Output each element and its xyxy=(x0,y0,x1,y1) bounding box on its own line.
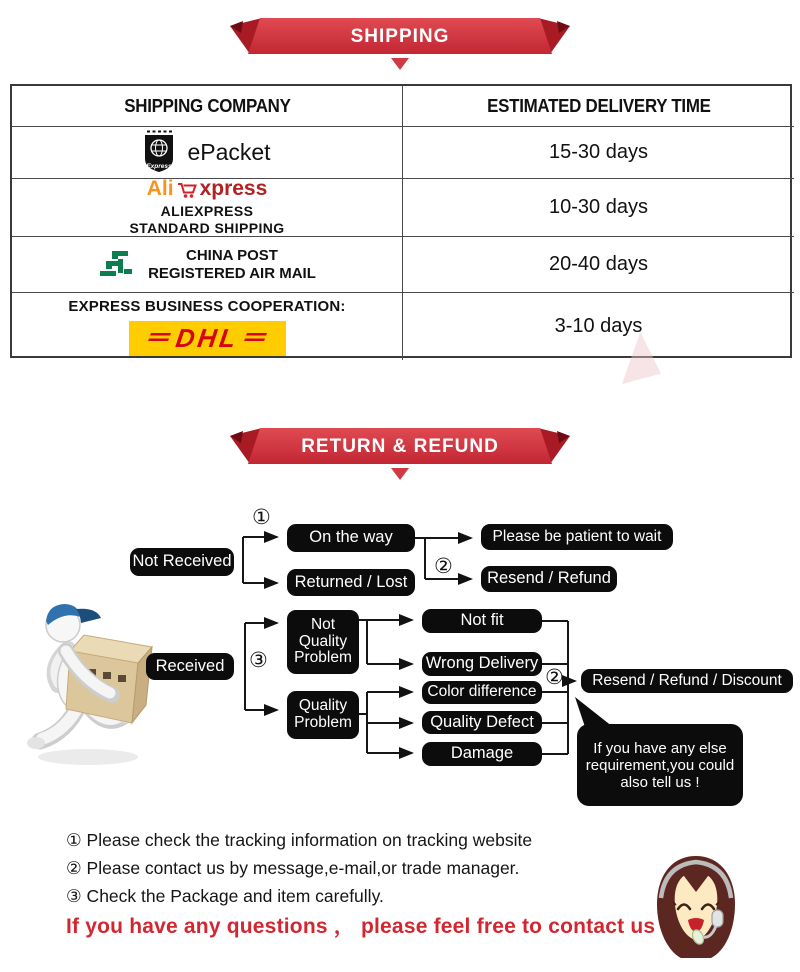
flow-box-returned-lost: Returned / Lost xyxy=(287,569,415,596)
china-post-line2: REGISTERED AIR MAIL xyxy=(148,264,316,282)
flow-box-quality-defect: Quality Defect xyxy=(422,711,542,734)
return-refund-banner-title: RETURN & REFUND xyxy=(301,436,499,457)
epacket-delivery-time: 15-30 days xyxy=(403,127,794,179)
customer-service-agent-image xyxy=(650,852,742,964)
express-cooperation-label: EXPRESS BUSINESS COOPERATION: xyxy=(68,297,346,315)
svg-text:Express: Express xyxy=(146,163,173,170)
aliexpress-shipping-line1: ALIEXPRESS xyxy=(160,203,254,219)
flow-box-received: Received xyxy=(146,653,234,680)
step-mark-2: ② xyxy=(434,555,453,578)
table-header-company: SHIPPING COMPANY xyxy=(12,86,403,127)
flow-box-not-quality-problem: Not Quality Problem xyxy=(287,610,359,674)
aliexpress-logo-prefix: Ali xyxy=(146,177,174,200)
table-header-delivery-time: ESTIMATED DELIVERY TIME xyxy=(403,86,794,127)
step-mark-3: ③ xyxy=(249,649,268,672)
china-post-line1: CHINA POST xyxy=(186,246,278,264)
flow-box-wrong-delivery: Wrong Delivery xyxy=(422,652,542,676)
footnote-1: ① Please check the tracking information on tracking website xyxy=(66,830,533,850)
aliexpress-shipping-line2: STANDARD SHIPPING xyxy=(129,220,285,236)
aliexpress-logo-suffix: xpress xyxy=(199,177,268,200)
step-mark-1: ① xyxy=(252,506,271,529)
footnotes xyxy=(66,826,532,910)
flow-box-not-received: Not Received xyxy=(130,548,234,576)
footnote-2: ② Please contact us by message,e-mail,or trade manager. xyxy=(66,858,520,878)
step-mark-2b: ② xyxy=(545,666,564,689)
flow-box-not-fit: Not fit xyxy=(422,609,542,633)
speech-bubble: If you have any else requirement,you could also tell us ! xyxy=(577,724,743,806)
flow-box-resend-refund: Resend / Refund xyxy=(481,566,617,592)
footnote-3: ③ Check the Package and item carefully. xyxy=(66,886,384,906)
epacket-label: ePacket xyxy=(187,139,271,165)
china-post-delivery-time: 20-40 days xyxy=(403,237,794,293)
shipping-banner-title: SHIPPING xyxy=(350,26,450,47)
dhl-delivery-time: 3-10 days xyxy=(554,315,643,337)
flow-box-resend-refund-discount: Resend / Refund / Discount xyxy=(581,669,793,693)
flow-box-damage: Damage xyxy=(422,742,542,766)
contact-us-text: If you have any questions ， please feel free to contact us xyxy=(66,915,656,938)
dhl-logo-text: DHL xyxy=(173,323,241,353)
flow-box-color-difference: Color difference xyxy=(422,681,542,704)
flow-box-on-the-way: On the way xyxy=(287,524,415,552)
aliexpress-delivery-time: 10-30 days xyxy=(403,179,794,237)
flow-box-quality-problem: Quality Problem xyxy=(287,691,359,739)
flow-box-please-be-patient: Please be patient to wait xyxy=(481,524,673,550)
